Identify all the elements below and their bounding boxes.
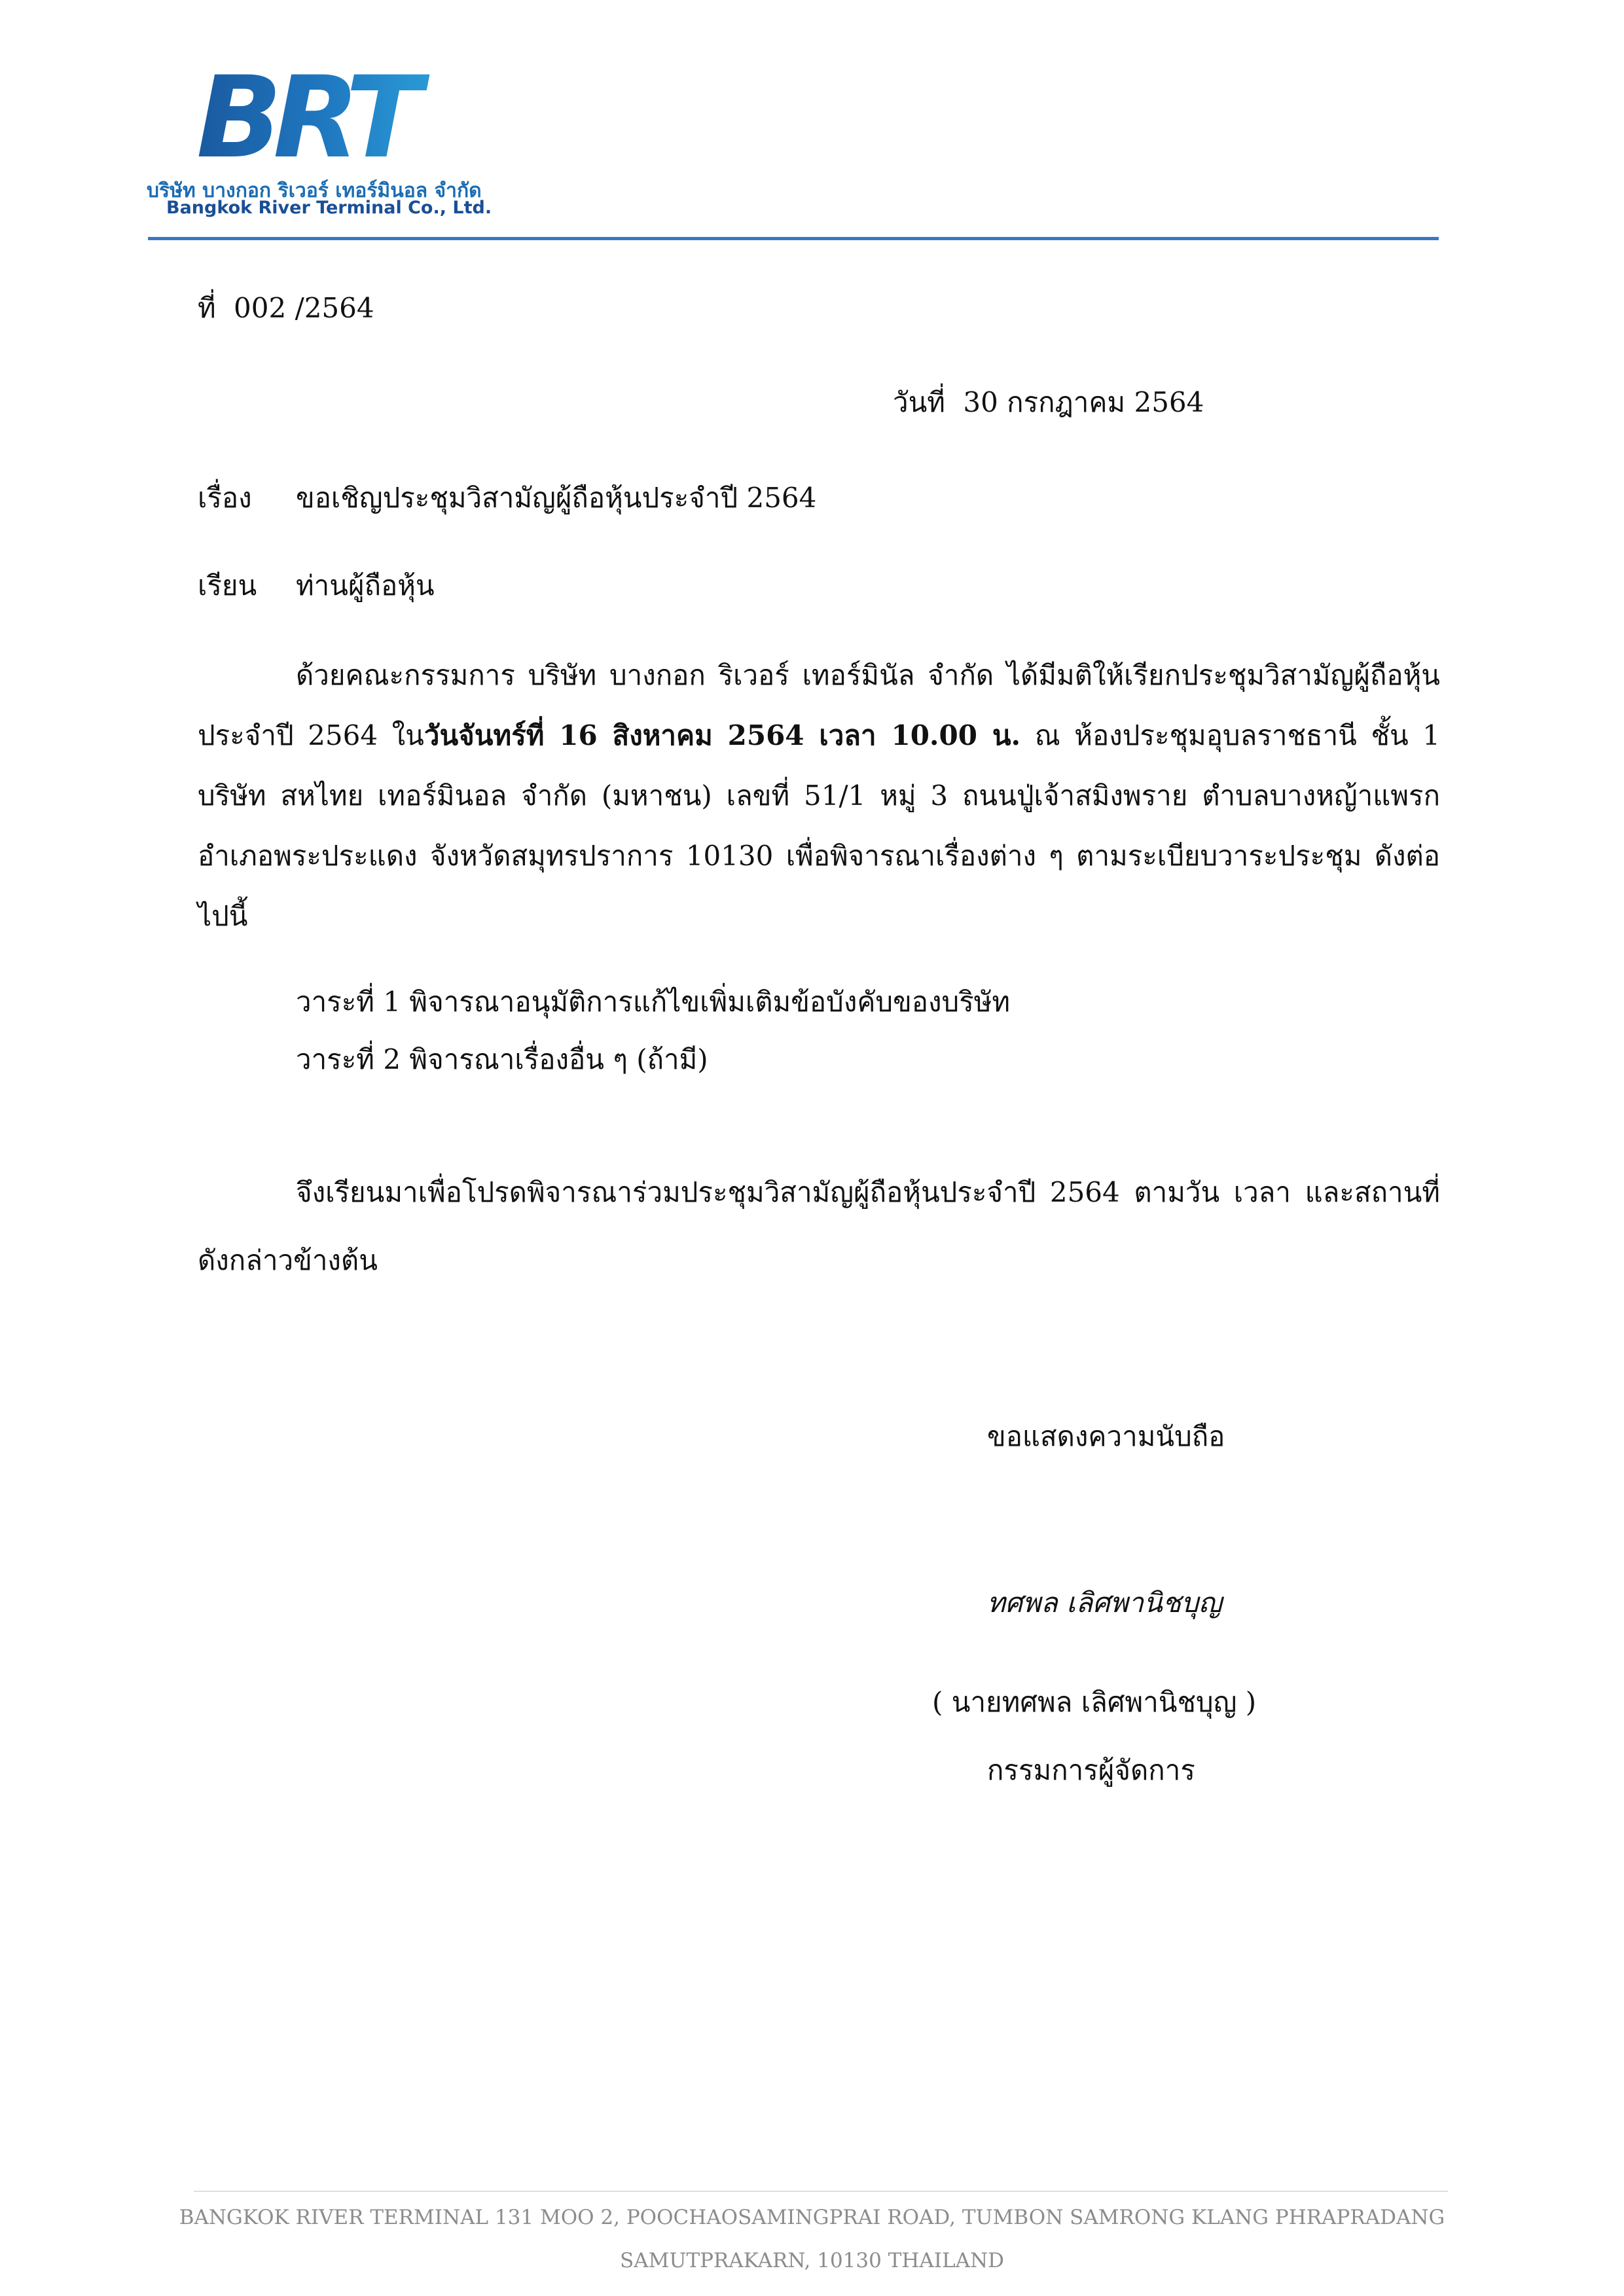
date-value: 30 กรกฎาคม 2564 <box>963 386 1204 418</box>
recipient-label: เรียน <box>198 569 257 601</box>
signer-name: ( นายทศพล เลิศพานิชบุญ ) <box>932 1686 1257 1718</box>
company-name-en: Bangkok River Terminal Co., Ltd. <box>166 198 492 218</box>
para2-text: จึงเรียนมาเพื่อโปรดพิจารณาร่วมประชุมวิสามัญผู้ถือหุ้นประจำปี 2564 ตามวัน เวลา และสถานที่ดังกล่าวข้างต้น <box>198 1176 1440 1276</box>
agenda-item: วาระที่ 1 พิจารณาอนุมัติการแก้ไขเพิ่มเติมข้อบังคับของบริษัท <box>296 986 1011 1018</box>
reference-line <box>198 292 374 325</box>
subject-value: ขอเชิญประชุมวิสามัญผู้ถือหุ้นประจำปี 2564 <box>296 482 817 514</box>
para1-text-a: ด้วยคณะกรรมการ บริษัท บางกอก ริเวอร์ เทอร์มินัล จำกัด ได้มีมติให้เรียกประชุมวิสามัญผู้ถือหุ้นประจำปี 2564 ใน <box>198 659 1440 751</box>
subject-label: เรื่อง <box>198 482 252 514</box>
company-logo <box>144 63 497 233</box>
reference-number: 002 /2564 <box>234 292 374 324</box>
footer-address-line-1: BANGKOK RIVER TERMINAL 131 MOO 2, POOCHAOSAMINGPRAI ROAD, TUMBON SAMRONG KLANG PHRAPRADANG <box>179 2206 1445 2229</box>
footer-address-line-2: SAMUTPRAKARN, 10130 THAILAND <box>619 2249 1004 2272</box>
date-line <box>893 386 1204 419</box>
header-divider <box>148 237 1439 240</box>
reference-label: ที่ <box>198 292 216 324</box>
recipient-value: ท่านผู้ถือหุ้น <box>296 569 435 601</box>
agenda-item: วาระที่ 2 พิจารณาเรื่องอื่น ๆ (ถ้ามี) <box>296 1043 708 1075</box>
body-paragraph-1 <box>198 645 1440 946</box>
signer-title: กรรมการผู้จัดการ <box>987 1754 1195 1786</box>
company-name-th: บริษัท บางกอก ริเวอร์ เทอร์มินอล จำกัด <box>147 179 482 202</box>
brt-logo-mark <box>144 63 497 174</box>
date-label: วันที่ <box>893 386 945 418</box>
signature: ทศพล เลิศพานิชบุญ <box>987 1587 1222 1619</box>
body-paragraph-2 <box>198 1158 1440 1295</box>
meeting-datetime: วันจันทร์ที่ 16 สิงหาคม 2564 เวลา 10.00 น. <box>424 719 1021 751</box>
footer-divider <box>194 2191 1448 2192</box>
closing-text: ขอแสดงความนับถือ <box>987 1420 1225 1452</box>
logo-text: BRT <box>196 63 414 174</box>
para1-text-b: ณ ห้องประชุมอุบลราชธานี ชั้น 1 บริษัท สหไทย เทอร์มินอล จำกัด (มหาชน) เลขที่ 51/1 หมู่ 3 ถนนปู่เจ้าสมิงพราย ตำบลบางหญ้าแพรก อำเภอพระประแดง จังหวัดสมุทรปราการ 10130 เพื่อพิจารณาเรื่องต่าง ๆ ตามระเบียบวาระประชุม ดังต่อไปนี้ <box>198 719 1440 932</box>
